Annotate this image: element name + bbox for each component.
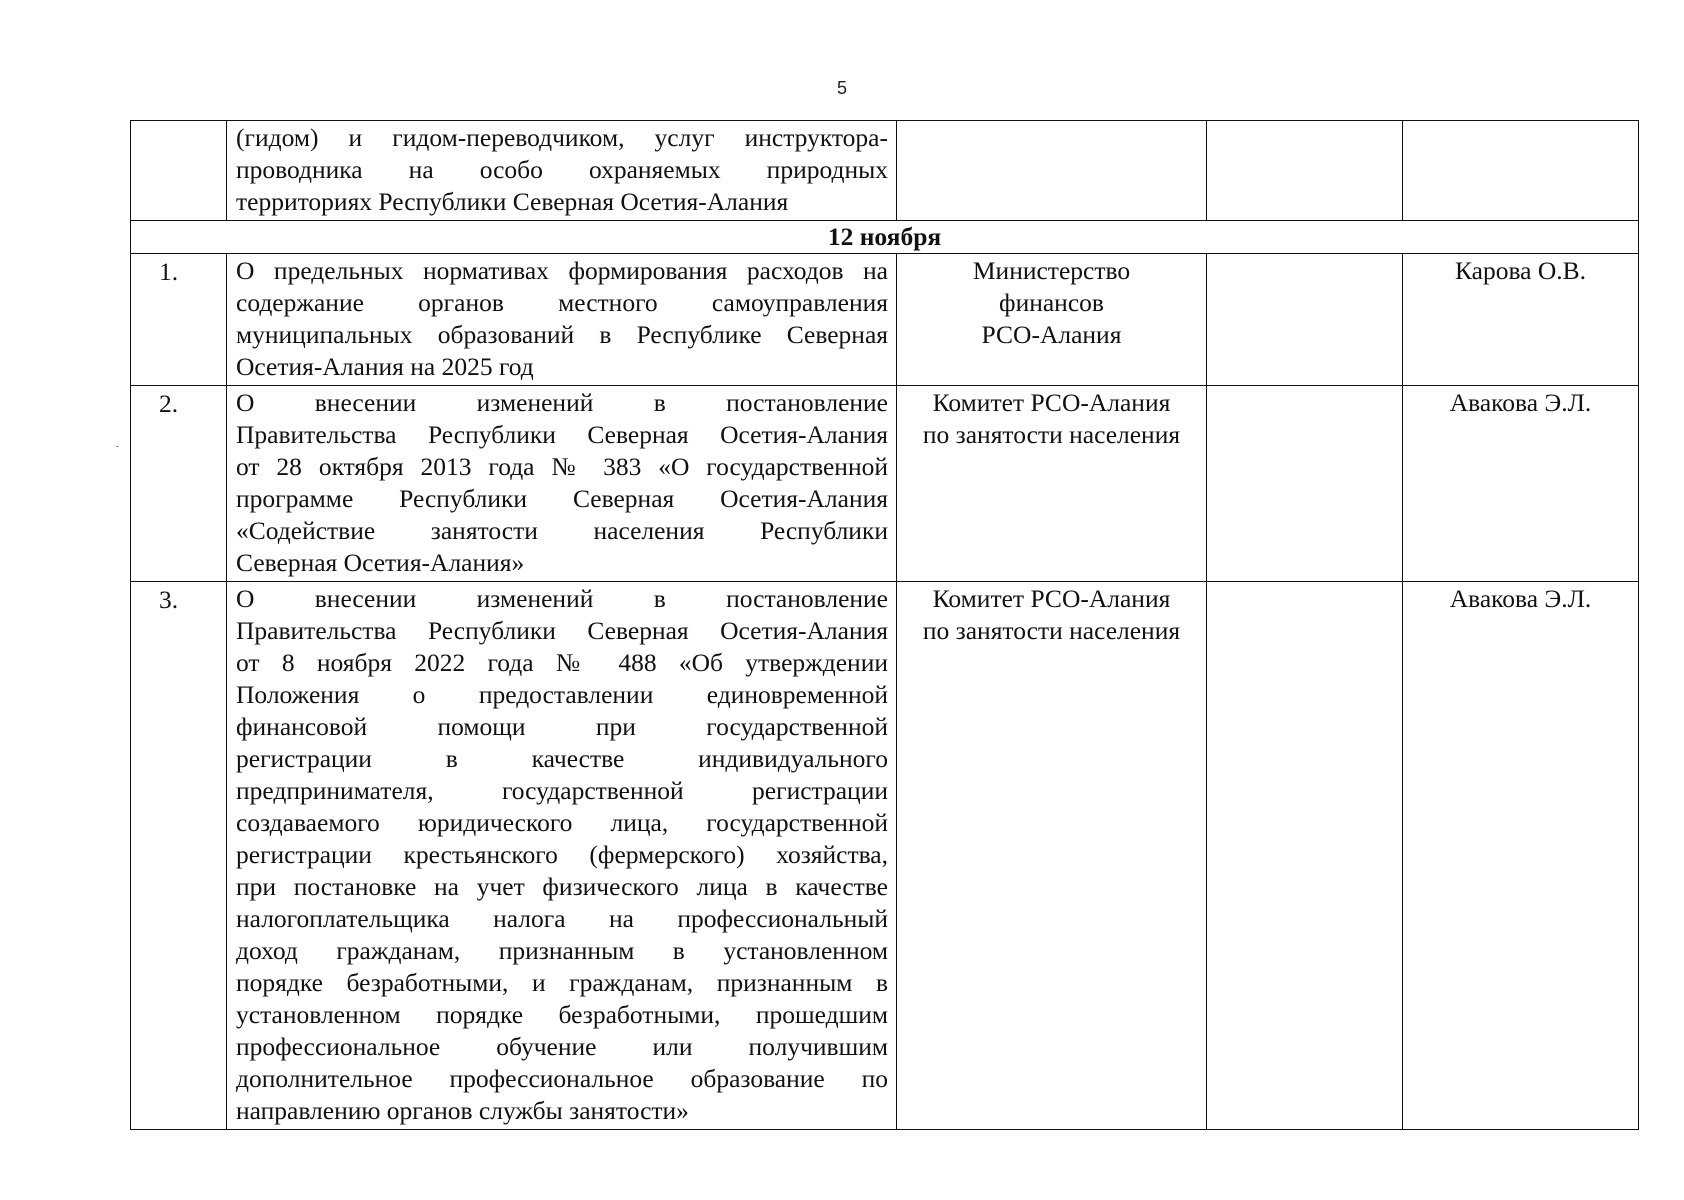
continuation-row <box>131 121 1639 221</box>
item-responsible: Карова О.В. <box>1403 254 1639 386</box>
title-line: установленном порядке безработными, прошедшим <box>236 1000 888 1029</box>
title-line: профессиональное обучение или получившим <box>236 1032 888 1061</box>
title-line: регистрации крестьянского (фермерского) хозяйства, <box>236 840 888 869</box>
responsible-cell <box>1403 121 1639 221</box>
item-organization <box>897 582 1207 1130</box>
item-number: 1. <box>131 254 227 386</box>
title-line: Положения о предоставлении единовременной <box>236 680 888 709</box>
title-line: от 28 октября 2013 года № 383 «О государственной <box>236 452 888 481</box>
scan-mark <box>116 446 119 447</box>
org-line: по занятости населения <box>922 616 1181 645</box>
empty-cell <box>1207 121 1403 221</box>
item-title <box>227 254 897 386</box>
title-line: направлению органов службы занятости» <box>236 1096 689 1125</box>
title-line: от 8 ноября 2022 года № 488 «Об утверждении <box>236 648 888 677</box>
title-line: доход гражданам, признанным в установленном <box>236 936 888 965</box>
title-cell <box>227 121 897 221</box>
title-line: создаваемого юридического лица, государственной <box>236 808 888 837</box>
item-number: 2. <box>131 386 227 582</box>
title-line: налогоплательщика налога на профессиональный <box>236 904 888 933</box>
title-line: Правительства Республики Северная Осетия-Алания <box>236 420 888 449</box>
num-cell <box>131 121 227 221</box>
org-line: по занятости населения <box>922 420 1181 449</box>
org-line: Министерство <box>972 256 1131 285</box>
item-organization <box>897 386 1207 582</box>
org-line: финансов <box>999 288 1104 317</box>
item-title <box>227 386 897 582</box>
title-line: муниципальных образований в Республике Северная <box>236 320 888 349</box>
title-line: Северная Осетия-Алания» <box>236 548 525 577</box>
table-row <box>131 582 1639 1130</box>
title-line: О внесении изменений в постановление <box>236 388 888 417</box>
org-line: РСО-Алания <box>981 320 1122 349</box>
title-line: регистрации в качестве индивидуального <box>236 744 888 773</box>
empty-cell <box>1207 254 1403 386</box>
table-row <box>131 254 1639 386</box>
item-responsible: Авакова Э.Л. <box>1403 386 1639 582</box>
title-line: Осетия-Алания на 2025 год <box>236 352 534 381</box>
title-line: при постановке на учет физического лица в качестве <box>236 872 888 901</box>
title-line: порядке безработными, и гражданам, признанным в <box>236 968 888 997</box>
title-line: содержание органов местного самоуправления <box>236 288 888 317</box>
title-line: О предельных нормативах формирования расходов на <box>236 256 888 285</box>
title-line: «Содействие занятости населения Республики <box>236 516 888 545</box>
page-number: 5 <box>836 78 847 98</box>
org-line: Комитет РСО-Алания <box>932 388 1171 417</box>
table-row <box>131 386 1639 582</box>
schedule-table <box>130 120 1639 1130</box>
item-number: 3. <box>131 582 227 1130</box>
item-organization <box>897 254 1207 386</box>
title-line: проводника на особо охраняемых природных <box>236 155 888 184</box>
title-line: Правительства Республики Северная Осетия-Алания <box>236 616 888 645</box>
title-line: предпринимателя, государственной регистрации <box>236 776 888 805</box>
title-line: дополнительное профессиональное образование по <box>236 1064 888 1093</box>
item-responsible: Авакова Э.Л. <box>1403 582 1639 1130</box>
title-line: (гидом) и гидом-переводчиком, услуг инструктора- <box>236 123 888 152</box>
title-line: финансовой помощи при государственной <box>236 712 888 741</box>
item-title <box>227 582 897 1130</box>
title-line: О внесении изменений в постановление <box>236 584 888 613</box>
date-header: 12 ноября <box>131 221 1639 254</box>
org-cell <box>897 121 1207 221</box>
date-header-row <box>131 221 1639 254</box>
empty-cell <box>1207 386 1403 582</box>
title-line: программе Республики Северная Осетия-Алания <box>236 484 888 513</box>
org-line: Комитет РСО-Алания <box>932 584 1171 613</box>
empty-cell <box>1207 582 1403 1130</box>
title-line: территориях Республики Северная Осетия-Алания <box>236 187 789 216</box>
